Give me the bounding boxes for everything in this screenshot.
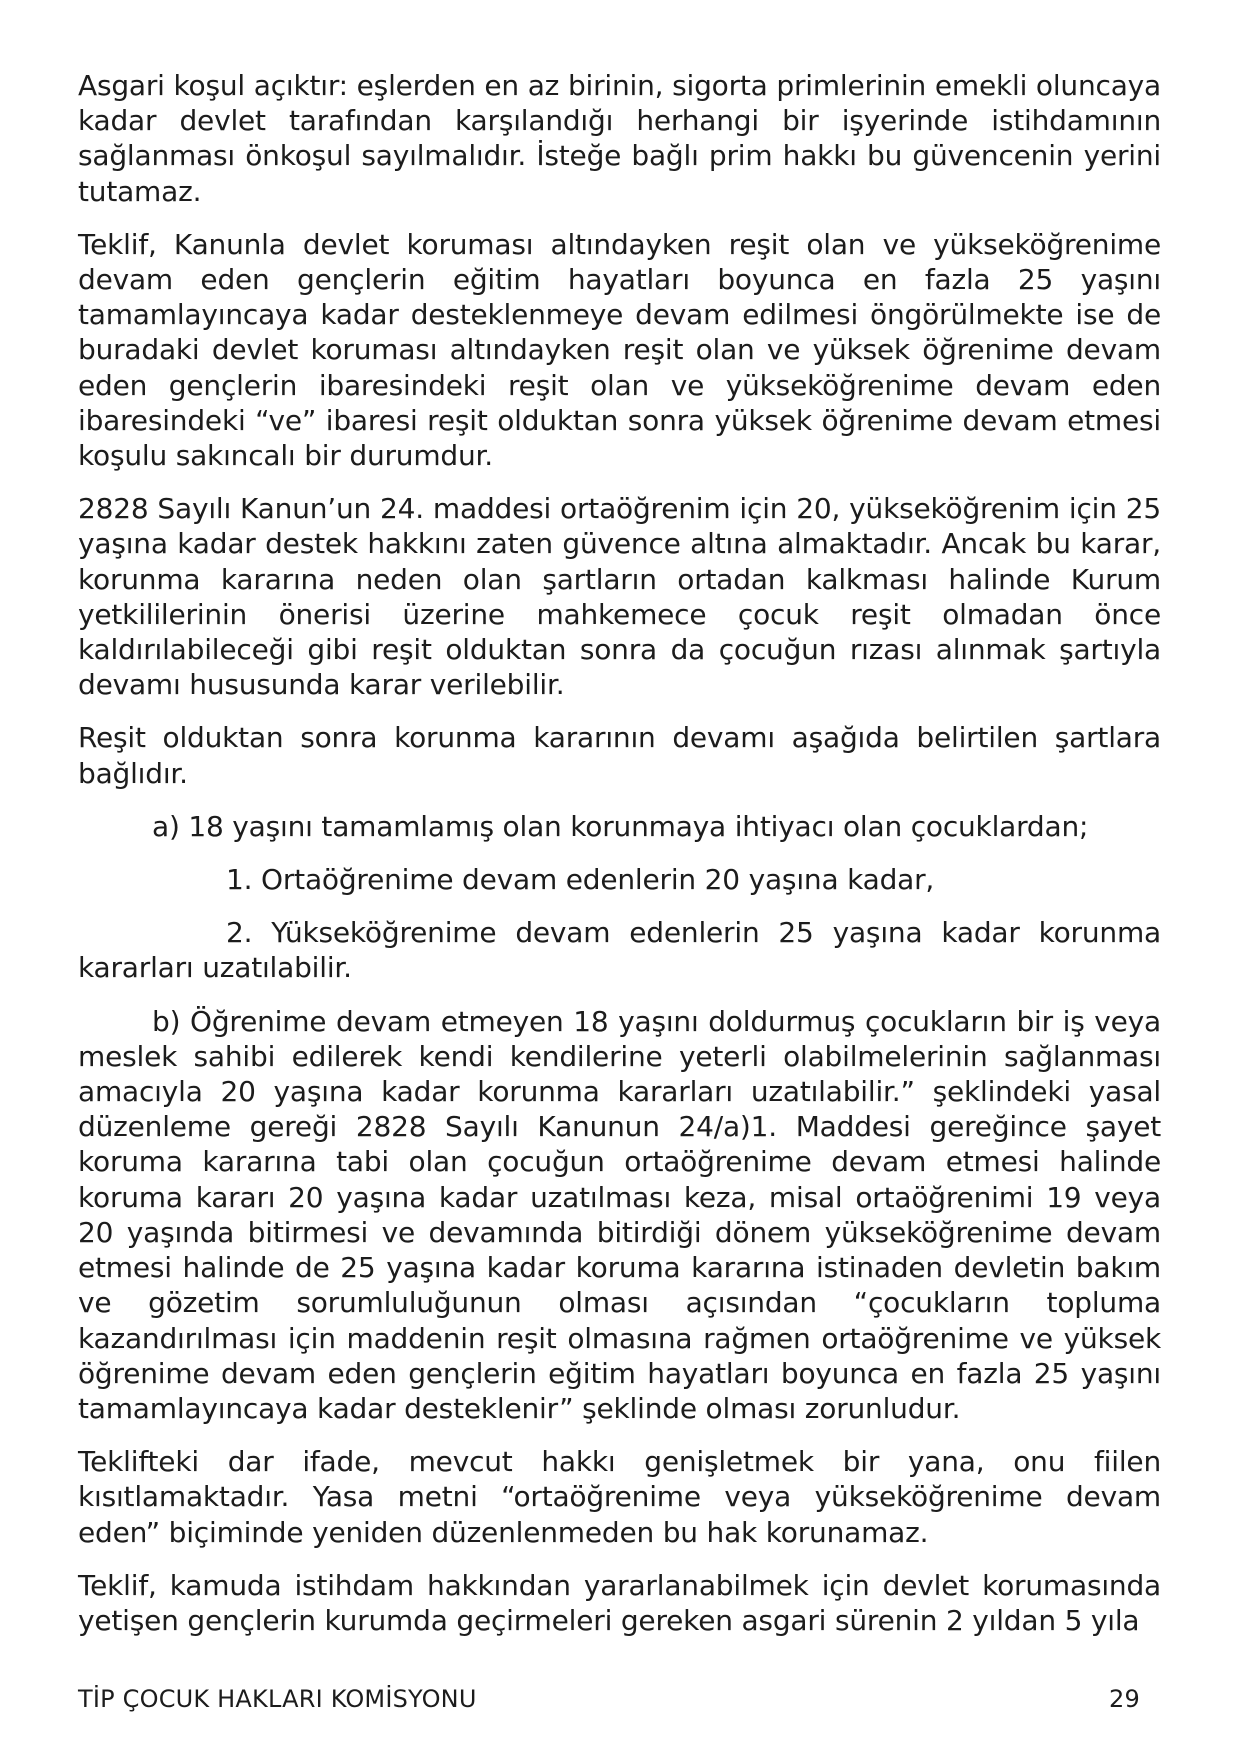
paragraph-employment-right: Teklif, kamuda istihdam hakkından yararlanabilmek için devlet korumasında yetişen gençlerin kurumda geçirmeleri gereken asgari sürenin 2 yıldan 5 yıla (78, 1568, 1161, 1637)
list-item-b: b) Öğrenime devam etmeyen 18 yaşını doldurmuş çocukların bir iş veya meslek sahibi edilerek kendi kendilerine yeterli olabilmelerinin sağlanması amacıyla 20 yaşına kadar korunma kararları uzatılabilir.” şeklindeki yasal düzenleme gereği 2828 Sayılı Kanunun 24/a)1. Maddesi gereğince şayet koruma kararına tabi olan çocuğun ortaöğrenime devam etmesi halinde koruma kararı 20 yaşına kadar uzatılması keza, misal ortaöğrenimi 19 veya 20 yaşında bitirmesi ve devamında bitirdiği dönem yükseköğrenime devam etmesi halinde de 25 yaşına kadar koruma kararına istinaden devletin bakım ve gözetim sorumluluğunun olması açısından “çocukların topluma kazandırılması için maddenin reşit olmasına rağmen ortaöğrenime ve yüksek öğrenime devam eden gençlerin eğitim hayatları boyunca en fazla 25 yaşını tamamlayıncaya kadar desteklenir” şeklinde olması zorunludur. (78, 1004, 1161, 1425)
paragraph-narrow-wording: Teklifteki dar ifade, mevcut hakkı genişletmek bir yana, onu fiilen kısıtlamaktadır. Yasa metni “ortaöğrenime veya yükseköğrenime devam eden” biçiminde yeniden düzenlenmeden bu hak korunamaz. (78, 1445, 1161, 1549)
list-item-a: a) 18 yaşını tamamlamış olan korunmaya ihtiyacı olan çocuklardan; (152, 809, 1089, 843)
paragraph-conditions-intro: Reşit olduktan sonra korunma kararının devamı aşağıda belirtilen şartlara bağlıdır. (78, 721, 1161, 790)
page-footer (78, 1685, 1140, 1713)
list-item-2: 2. Yükseköğrenime devam edenlerin 25 yaşına kadar korunma kararları uzatılabilir. (78, 916, 1161, 985)
footer-organization: TİP ÇOCUK HAKLARI KOMİSYONU (78, 1685, 477, 1713)
paragraph-law-2828: 2828 Sayılı Kanun’un 24. maddesi ortaöğrenim için 20, yükseköğrenim için 25 yaşına kadar destek hakkını zaten güvence altına almaktadır. Ancak bu karar, korunma kararına neden olan şartların ortadan kalkması halinde Kurum yetkililerinin önerisi üzerine mahkemece çocuk reşit olmadan önce kaldırılabileceği gibi reşit olduktan sonra da çocuğun rızası alınmak şartıyla devamı hususunda karar verilebilir. (78, 492, 1161, 702)
list-item-1: 1. Ortaöğrenime devam edenlerin 20 yaşına kadar, (226, 863, 935, 897)
paragraph-proposal-support: Teklif, Kanunla devlet koruması altındayken reşit olan ve yükseköğrenime devam eden gençlerin eğitim hayatları boyunca en fazla 25 yaşını tamamlayıncaya kadar desteklenmeye devam edilmesi öngörülmekte ise de buradaki devlet koruması altındayken reşit olan ve yüksek öğrenime devam eden gençlerin ibaresindeki reşit olan ve yükseköğrenime devam eden ibaresindeki “ve” ibaresi reşit olduktan sonra yüksek öğrenime devam etmesi koşulu sakıncalı bir durumdur. (78, 227, 1161, 473)
document-body (78, 68, 1161, 1656)
page-number: 29 (1109, 1685, 1140, 1713)
paragraph-minimum-condition: Asgari koşul açıktır: eşlerden en az birinin, sigorta primlerinin emekli oluncaya kadar devlet tarafından karşılandığı herhangi bir işyerinde istihdamının sağlanması önkoşul sayılmalıdır. İsteğe bağlı prim hakkı bu güvencenin yerini tutamaz. (78, 69, 1161, 208)
